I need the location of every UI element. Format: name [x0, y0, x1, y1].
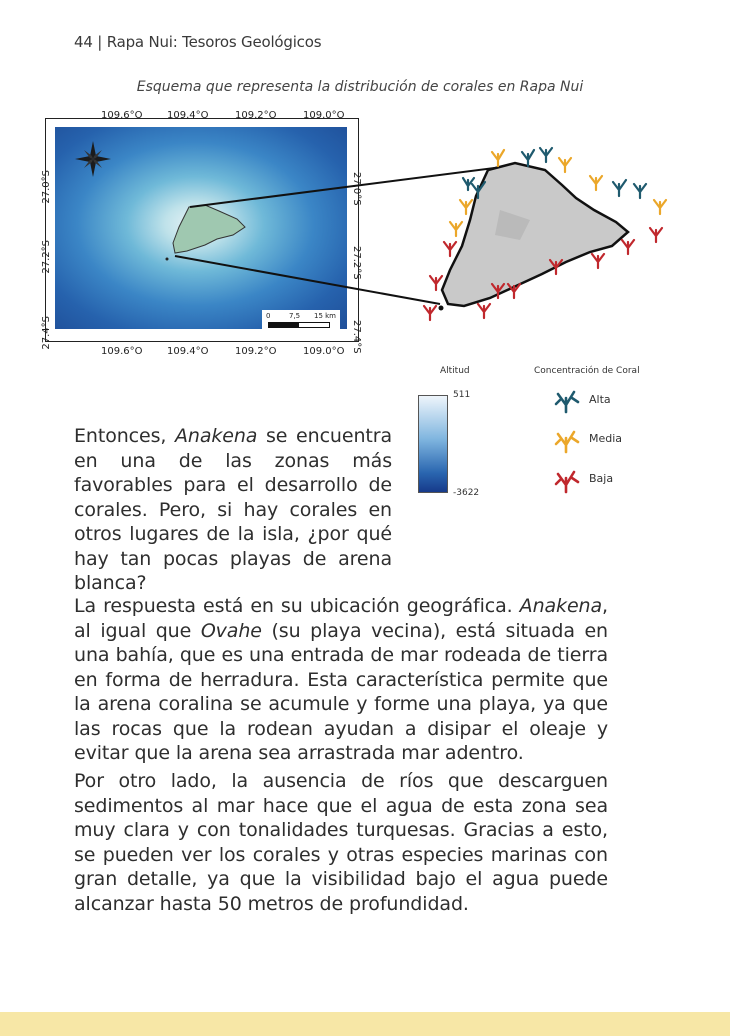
text-span: Entonces,: [74, 425, 175, 447]
map-top-tick: 109.4°O: [167, 110, 209, 121]
coral-legend-title: Concentración de Coral: [534, 366, 640, 376]
paragraph-bay-explanation: [74, 594, 608, 766]
paragraph-anakena-question: [74, 424, 392, 596]
map-bottom-tick: 109.4°O: [167, 346, 209, 357]
map-top-tick: 109.6°O: [101, 110, 143, 121]
coral-legend-high-icon: [556, 392, 578, 412]
emphasis-anakena: Anakena: [519, 595, 603, 617]
text-span: , al igual que: [74, 595, 608, 642]
map-left-tick: 27.4°S: [41, 316, 52, 350]
text-span: (su playa vecina), está situada en una bahía, que es una entrada de mar rodeada de tierra en forma de herradura. Esta característica permite que la arena coralina se acumule y forme una playa, ya que las rocas que la rodean ayudan a disipar el oleaje y evitar que la arena sea arrastrada mar adentro.: [74, 619, 609, 764]
scale-label: 7,5: [289, 312, 301, 320]
text-span: se encuentra en una de las zonas más favorables para el desarrollo de corales. Pero, si hay corales en otros lugares de la isla, ¿por qué hay tan pocas playas de arena blanca?: [74, 425, 392, 594]
map-right-tick: 27.0°S: [351, 172, 362, 206]
map-bottom-tick: 109.2°O: [235, 346, 277, 357]
map-left-tick: 27.2°S: [41, 240, 52, 274]
coral-legend-label-low: Baja: [589, 472, 614, 485]
map-left-tick: 27.0°S: [41, 170, 52, 204]
page-number: 44: [74, 33, 93, 51]
zoom-line-bottom: [175, 256, 440, 304]
scale-label: 0: [266, 312, 271, 320]
map-right-tick: 27.4°S: [351, 320, 362, 354]
figure-caption: Esquema que representa la distribución de corales en Rapa Nui: [136, 79, 584, 95]
paragraph-water-clarity: Por otro lado, la ausencia de ríos que descarguen sedimentos al mar hace que el agua de esta zona sea muy clara y con tonalidades turquesas. Gracias a esto, se pueden ver los corales y otras especies marinas con gran detalle, ya que la visibilidad bajo el agua puede alcanzar hasta 50 metros de profundidad.: [74, 770, 608, 915]
coral-legend-medium-icon: [556, 432, 578, 452]
map-bottom-tick: 109.0°O: [303, 346, 345, 357]
altitude-min-label: -3622: [453, 488, 480, 498]
header-separator: |: [97, 33, 103, 51]
emphasis-anakena: Anakena: [174, 425, 258, 447]
book-title: Rapa Nui: Tesoros Geológicos: [106, 33, 322, 51]
scale-label: 15 km: [314, 312, 337, 320]
coral-legend-low-icon: [556, 472, 578, 492]
map-top-tick: 109.0°O: [303, 110, 345, 121]
coral-legend-label-high: Alta: [589, 393, 611, 406]
emphasis-ovahe: Ovahe: [200, 619, 262, 642]
text-span: La respuesta está en su ubicación geográfica.: [74, 595, 520, 617]
altitude-legend-title: Altitud: [440, 366, 470, 376]
map-right-tick: 27.2°S: [351, 246, 362, 280]
map-top-tick: 109.2°O: [235, 110, 277, 121]
footer-band: [0, 1012, 730, 1036]
map-bottom-tick: 109.6°O: [101, 346, 143, 357]
altitude-color-bar: [418, 395, 448, 493]
altitude-max-label: 511: [453, 390, 471, 400]
coral-legend-label-medium: Media: [589, 432, 623, 445]
